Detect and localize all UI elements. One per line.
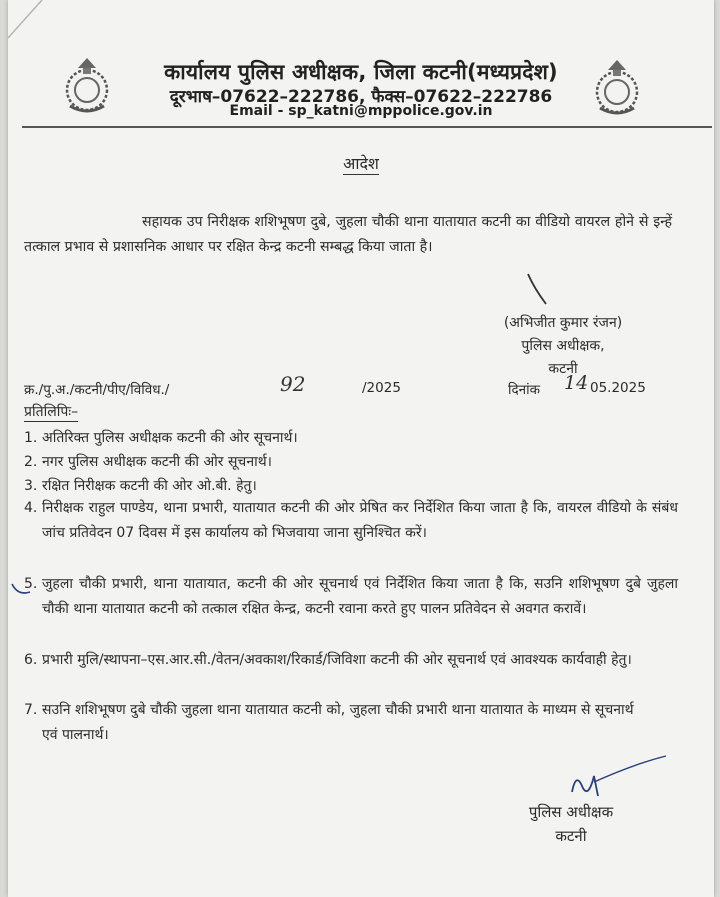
date-rest: 05.2025 (590, 380, 646, 396)
signatory-designation: पुलिस अधीक्षक, (521, 338, 605, 354)
list-item (24, 450, 684, 475)
header-divider (22, 126, 712, 128)
office-phone-fax: दूरभाष–07622–222786, फैक्स–07622–222786 (169, 87, 553, 107)
list-item-number: 7. (24, 702, 38, 718)
list-item (24, 496, 684, 571)
signatory-block (463, 312, 663, 381)
footer-signatory (506, 800, 636, 848)
list-item-text: अतिरिक्त पुलिस अधीक्षक कटनी की ओर सूचनार्थ। (42, 430, 298, 446)
order-body: सहायक उप निरीक्षक शशिभूषण दुबे, जुहला चौकी थाना यातायात कटनी का वीडियो वायरल होने से इन्हें तत्काल प्रभाव से प्रशासनिक आधार पर रक्षित केन्द्र कटनी सम्बद्ध किया जाता है। (24, 214, 672, 255)
list-item-number: 5. (24, 576, 38, 592)
footer-place: कटनी (555, 827, 587, 845)
list-item-text: नगर पुलिस अधीक्षक कटनी की ओर सूचनार्थ। (42, 454, 272, 470)
reference-year: /2025 (362, 380, 401, 396)
list-item (24, 698, 684, 748)
list-item-number: 1. (24, 430, 38, 446)
order-title-text: आदेश (343, 154, 379, 173)
signature-mark (520, 270, 560, 310)
order-document (8, 0, 714, 897)
list-item-number: 3. (24, 478, 38, 494)
date-label: दिनांक (508, 382, 541, 398)
order-title (8, 152, 714, 174)
signatory-place: कटनी (548, 361, 578, 377)
list-item-text: सउनि शशिभूषण दुबे चौकी जुहला थाना यातायात कटनी को, जुहला चौकी प्रभारी थाना यातायात के माध्यम से सूचनार्थ एवं पालनार्थ। (42, 702, 634, 743)
list-item (24, 426, 684, 451)
footer-designation: पुलिस अधीक्षक (528, 803, 614, 821)
list-item-text: रक्षित निरीक्षक कटनी की ओर ओ.बी. हेतु। (42, 478, 257, 494)
reference-number: 92 (280, 372, 306, 396)
list-item-number: 6. (24, 652, 38, 668)
list-item (24, 648, 684, 698)
office-email: Email - sp_katni@mppolice.gov.in (229, 103, 493, 119)
item5-pen-mark (8, 570, 48, 610)
reference-prefix: क्र./पु.अ./कटनी/पीए/विविध./ (24, 382, 170, 398)
list-item-text: जुहला चौकी प्रभारी, थाना यातायात, कटनी की ओर सूचनार्थ एवं निर्देशित किया जाता है कि, सउनि शशिभूषण दुबे जुहला चौकी थाना यातायात कटनी को तत्काल रक्षित केन्द्र, कटनी रवाना करते हुए पालन प्रतिवेदन से अवगत करावें। (42, 576, 678, 617)
list-item-number: 4. (24, 500, 38, 516)
copy-heading: प्रतिलिपिः– (24, 404, 79, 420)
paper-crease (8, 0, 68, 60)
date-day: 14 (564, 372, 589, 394)
list-item (24, 572, 684, 647)
signatory-name: (अभिजीत कुमार रंजन) (503, 315, 623, 331)
list-item-number: 2. (24, 454, 38, 470)
list-item-text: प्रभारी मुलि/स्थापना–एस.आर.सी./वेतन/अवकाश/रिकार्ड/जिविशा कटनी की ओर सूचनार्थ एवं आवश्यक कार्यवाही हेतु। (42, 652, 632, 668)
office-heading: कार्यालय पुलिस अधीक्षक, जिला कटनी(मध्यप्रदेश) (164, 60, 558, 84)
list-item-text: निरीक्षक राहुल पाण्डेय, थाना प्रभारी, यातायात कटनी की ओर प्रेषित कर निर्देशित किया जाता है कि, वायरल वीडियो के संबंध जांच प्रतिवेदन 07 दिवस में इस कार्यालय को भिजवाया जाना सुनिश्चित करें। (42, 500, 678, 541)
